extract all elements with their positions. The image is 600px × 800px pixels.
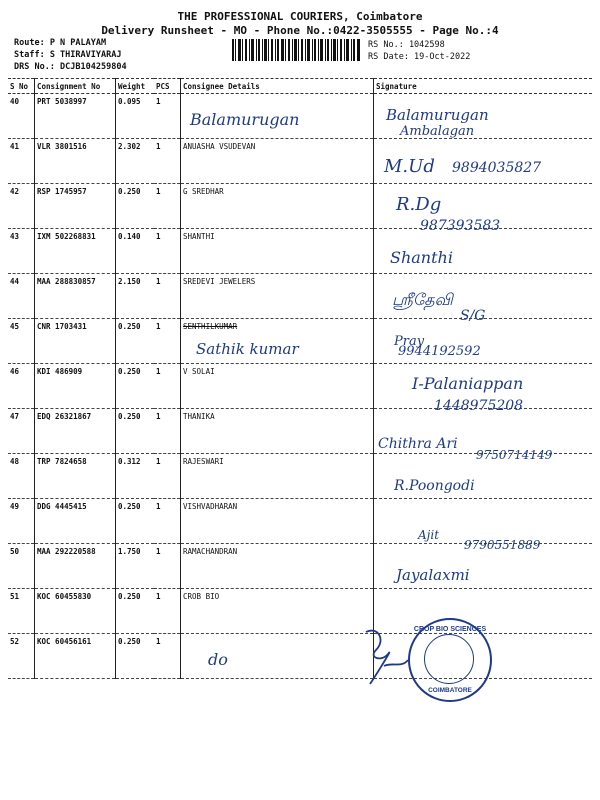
pcs-cell: 1 (154, 319, 181, 364)
weight-cell: 0.250 (116, 589, 155, 634)
consignment-cell: PRT 5038997 (35, 94, 116, 139)
pcs-cell: 1 (154, 184, 181, 229)
stamp-inner-circle (424, 634, 474, 684)
sno-cell: 41 (8, 139, 35, 184)
col-sno-header: S No (8, 79, 35, 94)
sno-cell: 44 (8, 274, 35, 319)
handwritten-signature: Balamurugan (386, 106, 489, 124)
consignee-cell: G SREDHAR (181, 184, 374, 229)
signature-cell (374, 499, 593, 544)
weight-cell: 0.250 (116, 634, 155, 679)
handwritten-signature: R.Poongodi (394, 478, 475, 494)
handwritten-signature: I-Palaniappan (412, 374, 524, 393)
consignee-cell: SREDEVI JEWELERS (181, 274, 374, 319)
consignee-cell: SHANTHI (181, 229, 374, 274)
consignment-cell: KDI 486909 (35, 364, 116, 409)
handwritten-signature: Chithra Ari (378, 436, 458, 452)
handwritten-signature: M.Ud (384, 156, 435, 177)
pcs-cell: 1 (154, 364, 181, 409)
weight-cell: 0.250 (116, 499, 155, 544)
pcs-cell: 1 (154, 274, 181, 319)
weight-cell: 2.302 (116, 139, 155, 184)
handwritten-phone: 987393583 (420, 218, 501, 234)
handwritten-consignee: do (208, 650, 228, 669)
handwritten-signature: Shanthi (390, 248, 453, 267)
weight-cell: 0.140 (116, 229, 155, 274)
sno-cell: 48 (8, 454, 35, 499)
col-weight-header: Weight (116, 79, 155, 94)
consignee-cell: RAMACHANDRAN (181, 544, 374, 589)
sno-cell: 47 (8, 409, 35, 454)
weight-cell: 0.250 (116, 409, 155, 454)
company-title: THE PROFESSIONAL COURIERS, Coimbatore (177, 10, 423, 23)
handwritten-signature: Pray (394, 334, 425, 349)
consignment-cell: EDQ 26321867 (35, 409, 116, 454)
handwritten-phone: 9750714149 (476, 448, 553, 462)
barcode-image (232, 39, 360, 61)
consignee-cell: RAJESWARI (181, 454, 374, 499)
weight-cell: 0.095 (116, 94, 155, 139)
consignee-cell: ANUASHA VSUDEVAN (181, 139, 374, 184)
weight-cell: 0.312 (116, 454, 155, 499)
table-row (8, 634, 592, 679)
rs-date: RS Date: 19-Oct-2022 (368, 52, 471, 62)
consignee-cell: SENTHILKUMAR (181, 319, 374, 364)
col-consignee-header: Consignee Details (181, 79, 374, 94)
sno-cell: 52 (8, 634, 35, 679)
consignment-cell: KOC 60456161 (35, 634, 116, 679)
pcs-cell: 1 (154, 499, 181, 544)
table-row (8, 589, 592, 634)
handwritten-phone: 9790551889 (464, 538, 541, 552)
handwritten-phone: 9894035827 (452, 160, 542, 176)
sno-cell: 45 (8, 319, 35, 364)
handwritten-signature: S/G (460, 308, 486, 324)
col-signature-header: Signature (374, 79, 593, 94)
table-row (8, 229, 592, 274)
sno-cell: 42 (8, 184, 35, 229)
table-row (8, 184, 592, 229)
weight-cell: 1.750 (116, 544, 155, 589)
table-row (8, 274, 592, 319)
sno-cell: 40 (8, 94, 35, 139)
weight-cell: 0.250 (116, 184, 155, 229)
handwritten-phone: 9944192592 (398, 344, 481, 359)
pcs-cell: 1 (154, 409, 181, 454)
consignment-cell: RSP 1745957 (35, 184, 116, 229)
table-header-row (8, 79, 592, 94)
stamp-top-text: CROP BIO SCIENCES (413, 626, 487, 633)
handwritten-scribble-signature (358, 622, 414, 692)
sno-cell: 43 (8, 229, 35, 274)
stamp-bottom-text: COIMBATORE (428, 687, 472, 694)
handwritten-signature: R.Dg (396, 194, 442, 215)
handwritten-signature: ஸ்ரீதேவி (392, 290, 453, 309)
consignment-cell: TRP 7824658 (35, 454, 116, 499)
table-row (8, 499, 592, 544)
consignment-cell: DDG 4445415 (35, 499, 116, 544)
route-label: Route: P N PALAYAM (14, 38, 107, 48)
col-pcs-header: PCS (154, 79, 181, 94)
runsheet-subtitle: Delivery Runsheet - MO - Phone No.:0422-3505555 - Page No.:4 (101, 24, 499, 37)
sno-cell: 50 (8, 544, 35, 589)
consignment-cell: MAA 288830857 (35, 274, 116, 319)
consignee-cell: VISHVADHARAN (181, 499, 374, 544)
company-stamp (408, 618, 492, 702)
weight-cell: 2.150 (116, 274, 155, 319)
consignee-cell: THANIKA (181, 409, 374, 454)
table-row (8, 94, 592, 139)
col-consignment-header: Consignment No (35, 79, 116, 94)
weight-cell: 0.250 (116, 364, 155, 409)
handwritten-signature: Ambalagan (400, 124, 475, 139)
consignment-cell: KOC 60455830 (35, 589, 116, 634)
consignment-cell: VLR 3801516 (35, 139, 116, 184)
sno-cell: 46 (8, 364, 35, 409)
handwritten-consignee: Balamurugan (190, 110, 300, 129)
consignment-cell: IXM 502268831 (35, 229, 116, 274)
drs-number: DRS No.: DCJB104259804 (14, 62, 127, 72)
consignee-cell: CROB BIO (181, 589, 374, 634)
pcs-cell: 1 (154, 634, 181, 679)
consignee-cell: V SOLAI (181, 364, 374, 409)
consignment-cell: CNR 1703431 (35, 319, 116, 364)
pcs-cell: 1 (154, 544, 181, 589)
handwritten-signature: Jayalaxmi (396, 566, 470, 584)
pcs-cell: 1 (154, 589, 181, 634)
table-row (8, 409, 592, 454)
pcs-cell: 1 (154, 454, 181, 499)
sno-cell: 49 (8, 499, 35, 544)
handwritten-consignee: Sathik kumar (196, 340, 299, 358)
pcs-cell: 1 (154, 229, 181, 274)
rs-number: RS No.: 1042598 (368, 40, 445, 50)
consignment-cell: MAA 292220588 (35, 544, 116, 589)
sno-cell: 51 (8, 589, 35, 634)
staff-label: Staff: S THIRAVIYARAJ (14, 50, 122, 60)
table-row (8, 319, 592, 364)
handwritten-signature: Ajit (418, 528, 440, 542)
pcs-cell: 1 (154, 94, 181, 139)
weight-cell: 0.250 (116, 319, 155, 364)
handwritten-phone: 1448975208 (434, 398, 524, 414)
pcs-cell: 1 (154, 139, 181, 184)
